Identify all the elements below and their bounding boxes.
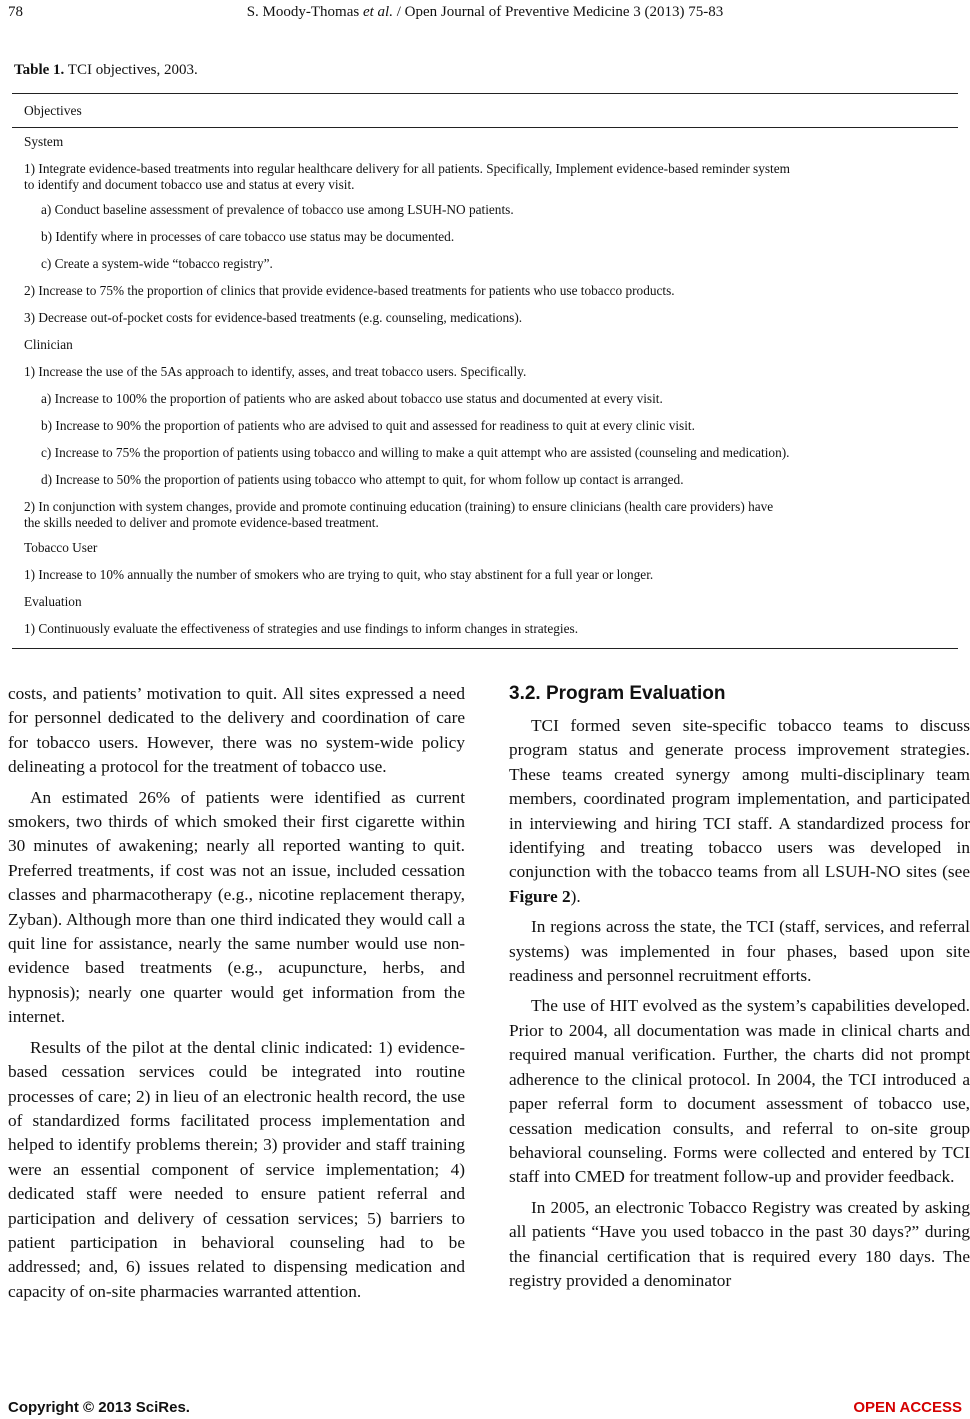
table-subitem: b) Identify where in processes of care tobacco use status may be documented. bbox=[41, 229, 455, 244]
footer-open-access: OPEN ACCESS bbox=[853, 1399, 962, 1416]
right-paragraph-1-text: TCI formed seven site-specific tobacco teams to discuss program status and generate process improvement strategies. These teams created synergy among multi-disciplinary team members, coordinated program implementation, and participated in interviewing and hiring TCI staff. A standardized process for identifying and treating tobacco users was developed in conjunction with the tobacco teams from all LSUH-NO sites (see bbox=[509, 716, 970, 882]
table-category-heading: Tobacco User bbox=[24, 540, 98, 555]
left-column bbox=[8, 682, 465, 1304]
table-subitem: d) Increase to 50% the proportion of patients using tobacco who attempt to quit, for whom follow up contact is arranged. bbox=[41, 472, 684, 487]
right-paragraph-1 bbox=[509, 714, 970, 909]
table-row-multiline bbox=[12, 161, 958, 193]
right-paragraph-4: In 2005, an electronic Tobacco Registry was created by asking all patients “Have you used tobacco in the past 30 days?” during the financial certification that is required every 180 days. The registry provided a denominator bbox=[509, 1197, 970, 1290]
table-item: 3) Decrease out-of-pocket costs for evidence-based treatments (e.g. counseling, medications). bbox=[24, 310, 523, 325]
table-row-line: 2) In conjunction with system changes, provide and promote continuing education (training) to ensure clinicians (health care providers) have bbox=[24, 499, 774, 514]
table-item: 2) Increase to 75% the proportion of clinics that provide evidence-based treatments for patients who use tobacco products. bbox=[24, 283, 675, 298]
table-body bbox=[12, 128, 958, 637]
objectives-table bbox=[12, 93, 958, 649]
table-subitem: b) Increase to 90% the proportion of patients who are advised to quit and assessed for readiness to quit at every clinic visit. bbox=[41, 418, 695, 433]
table-subitem: a) Increase to 100% the proportion of patients who are asked about tobacco use status and documented at every visit. bbox=[41, 391, 663, 406]
page-number: 78 bbox=[8, 4, 23, 20]
left-paragraph-3: Results of the pilot at the dental clinic indicated: 1) evidence-based cessation services could be integrated into routine processes of care; 2) in lieu of an electronic health record, the use of standardized forms facilitated process implementation and helped to identify problems therein; 3) provider and staff training were an essential component of service implementation; 4) dedicated staff were needed to ensure patient referral and participation and delivery of cessation services; 5) barriers to patient participation in behavioral counseling had to be addressed; and, 6) issues related to dispensing medication and capacity of on-site pharmacies warranted attention. bbox=[8, 1037, 465, 1301]
header-etal: et al. bbox=[362, 4, 393, 20]
footer-copyright: Copyright © 2013 SciRes. bbox=[8, 1399, 190, 1416]
table-row-line: to identify and document tobacco use and status at every visit. bbox=[24, 177, 355, 192]
running-header bbox=[0, 4, 970, 21]
table-category-heading: Clinician bbox=[24, 337, 73, 352]
table-bottom-rule bbox=[12, 648, 958, 649]
table-caption bbox=[14, 62, 198, 79]
table-item: 1) Increase to 10% annually the number of smokers who are trying to quit, who stay abstinent for a full year or longer. bbox=[24, 567, 654, 582]
table-column-header: Objectives bbox=[24, 103, 82, 118]
table-row-multiline bbox=[12, 499, 958, 531]
table-subitem: c) Create a system-wide “tobacco registry”. bbox=[41, 256, 273, 271]
header-authors: S. Moody-Thomas bbox=[246, 4, 360, 20]
table-item: 1) Continuously evaluate the effectiveness of strategies and use findings to inform changes in strategies. bbox=[24, 621, 579, 636]
figure-2-reference[interactable]: Figure 2 bbox=[509, 886, 571, 906]
right-paragraph-1-end: ). bbox=[570, 886, 581, 906]
table-caption-label: Table 1. bbox=[14, 62, 65, 78]
section-title: 3.2. Program Evaluation bbox=[509, 683, 726, 704]
header-journal: / Open Journal of Preventive Medicine 3 (2013) 75-83 bbox=[396, 4, 724, 20]
table-subitem: a) Conduct baseline assessment of prevalence of tobacco use among LSUH-NO patients. bbox=[41, 202, 514, 217]
table-subitem: c) Increase to 75% the proportion of patients using tobacco and willing to make a quit attempt who are assisted (counseling and medication). bbox=[41, 445, 790, 460]
table-category-heading: System bbox=[24, 134, 64, 149]
right-paragraph-2: In regions across the state, the TCI (staff, services, and referral systems) was implemented in four phases, based upon site readiness and personnel recruitment efforts. bbox=[509, 917, 970, 986]
table-caption-text: TCI objectives, 2003. bbox=[67, 62, 198, 78]
right-column bbox=[509, 682, 970, 1293]
table-row-line: 1) Integrate evidence-based treatments into regular healthcare delivery for all patients. Specifically, Implement evidence-based reminder system bbox=[24, 161, 790, 176]
right-paragraph-3: The use of HIT evolved as the system’s capabilities developed. Prior to 2004, all documentation was made in clinical charts and required manual verification. Further, the charts did not prompt adherence to the clinical protocol. In 2004, the TCI introduced a paper referral form to document assessment of tobacco use, cessation medication consults, and referral to on-site group behavioral counseling. Forms were collected and entered by TCI staff into CMED for treatment follow-up and provider feedback. bbox=[509, 996, 970, 1187]
left-paragraph-2: An estimated 26% of patients were identified as current smokers, two thirds of which smoked their first cigarette within 30 minutes of awakening; nearly all reported wanting to quit. Preferred treatments, if cost was not an issue, included cessation classes and pharmacotherapy (e.g., nicotine replacement therapy, Zyban). Although more than one third indicated they would call a quit line for assistance, nearly the same number would use non-evidence based treatments (e.g., acupuncture, herbs, and hypnosis); nearly one quarter would get information from the internet. bbox=[8, 787, 465, 1027]
table-row-line: the skills needed to deliver and promote evidence-based treatment. bbox=[24, 515, 379, 530]
left-paragraph-1: costs, and patients’ motivation to quit. All sites expressed a need for personnel dedicated to the delivery and coordination of care for tobacco users. However, there was no system-wide policy delineating a protocol for the treatment of tobacco use. bbox=[8, 684, 465, 777]
table-item: 1) Increase the use of the 5As approach to identify, asses, and treat tobacco users. Specifically. bbox=[24, 364, 527, 379]
table-category-heading: Evaluation bbox=[24, 594, 82, 609]
